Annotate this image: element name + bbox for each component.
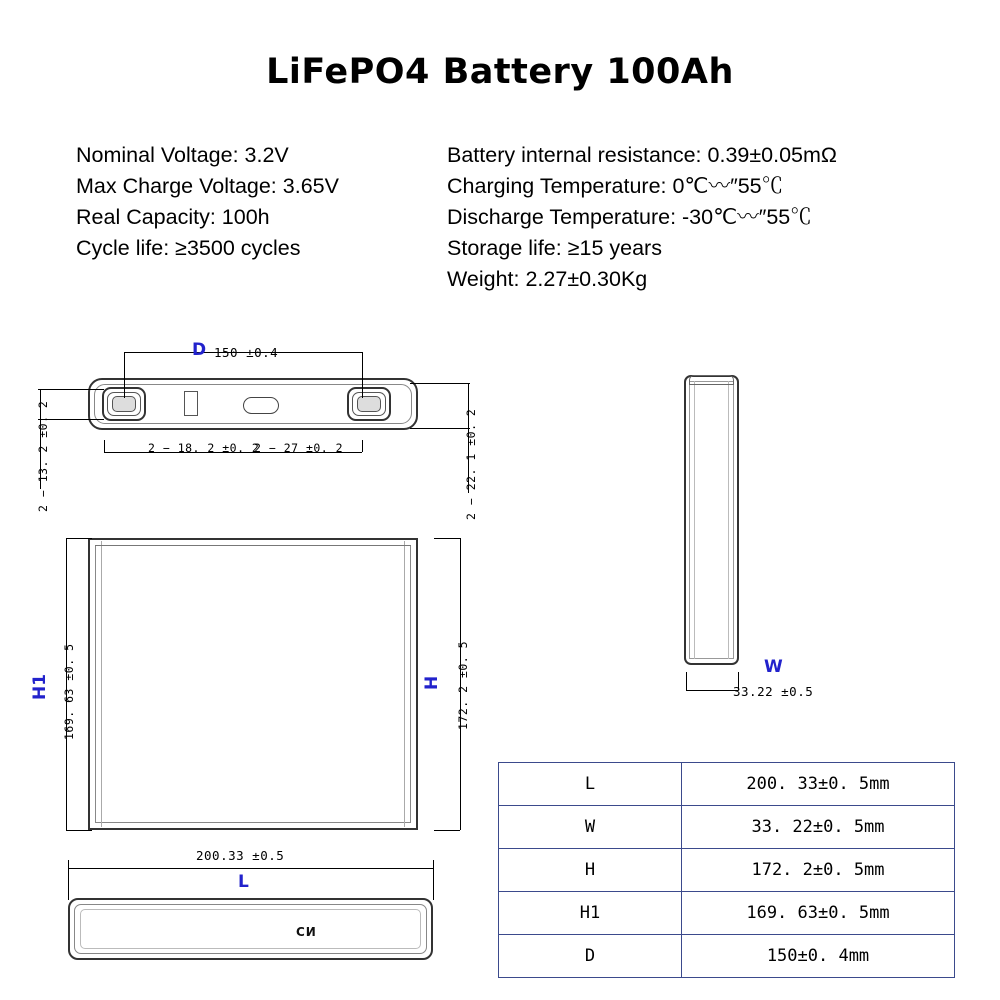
spec-item: Cycle life: ≥3500 cycles xyxy=(76,236,301,260)
table-cell-value: 169. 63±0. 5mm xyxy=(682,892,955,935)
table-cell-key: H1 xyxy=(499,892,682,935)
dim-label-h: H xyxy=(422,675,442,690)
table-row xyxy=(499,763,955,806)
spec-item: Battery internal resistance: 0.39±0.05mΩ xyxy=(447,143,837,167)
spec-item: Weight: 2.27±0.30Kg xyxy=(447,267,648,291)
spec-item: Max Charge Voltage: 3.65V xyxy=(76,174,339,198)
table-row xyxy=(499,892,955,935)
table-cell-value: 150±0. 4mm xyxy=(682,935,955,978)
side-view-inner-2 xyxy=(694,381,729,659)
dim-ext-h-top xyxy=(434,538,460,539)
battery-bottom-view xyxy=(68,898,433,960)
dim-label-h1: H1 xyxy=(30,673,50,700)
battery-side-view xyxy=(684,375,739,665)
spec-list-right xyxy=(447,140,837,295)
fill-port xyxy=(184,391,198,416)
dim-ext-d-right xyxy=(362,352,363,398)
dim-line-w xyxy=(686,690,738,691)
dim-ext-inner-right xyxy=(362,440,363,452)
spec-list-left xyxy=(76,140,339,264)
spec-item: Storage life: ≥15 years xyxy=(447,236,662,260)
bottom-view-marking: CN xyxy=(296,924,317,938)
dim-value-l: 200.33 ±0.5 xyxy=(196,848,285,863)
table-cell-key: H xyxy=(499,849,682,892)
dim-label-l: L xyxy=(238,872,249,892)
dim-ext-l-right xyxy=(433,860,434,900)
dim-value-inner-1: 2 − 18. 2 ±0. 2 xyxy=(148,441,260,455)
table-row xyxy=(499,849,955,892)
table-cell-key: D xyxy=(499,935,682,978)
bottom-view-inner-2 xyxy=(80,909,421,949)
table-cell-value: 33. 22±0. 5mm xyxy=(682,806,955,849)
front-view-inner-2 xyxy=(101,541,405,827)
page-title: LiFePO4 Battery 100Ah xyxy=(266,52,734,92)
spec-item: Nominal Voltage: 3.2V xyxy=(76,143,289,167)
table-cell-value: 200. 33±0. 5mm xyxy=(682,763,955,806)
dim-line-l xyxy=(68,868,433,869)
table-cell-key: W xyxy=(499,806,682,849)
dim-ext-inner-left xyxy=(104,440,105,452)
safety-vent xyxy=(243,397,279,414)
dim-ext-l-left xyxy=(68,860,69,900)
table-row xyxy=(499,935,955,978)
dim-ext-w-left xyxy=(686,672,687,690)
dim-value-top-left: 2 − 13. 2 ±0. 2 xyxy=(36,400,50,512)
dimension-table xyxy=(498,762,955,978)
spec-item: Discharge Temperature: -30℃〰″55℃ xyxy=(447,205,812,229)
dim-value-inner-2: 2 − 27 ±0. 2 xyxy=(254,441,344,455)
spec-item: Real Capacity: 100h xyxy=(76,205,270,229)
dim-label-d: D xyxy=(192,340,207,360)
dim-ext-h1-top xyxy=(66,538,92,539)
front-view-top-strip xyxy=(95,538,411,546)
dim-value-top-right: 2 − 22. 1 ±0. 2 xyxy=(464,408,478,520)
dim-line-right-a xyxy=(410,383,470,384)
dim-value-d: 150 ±0.4 xyxy=(214,345,279,360)
dim-ext-h-bottom xyxy=(434,830,460,831)
dim-label-w: W xyxy=(764,657,783,677)
dim-value-h: 172. 2 ±0. 5 xyxy=(456,640,470,730)
dim-value-w: 33.22 ±0.5 xyxy=(733,684,814,699)
table-cell-value: 172. 2±0. 5mm xyxy=(682,849,955,892)
table-cell-key: L xyxy=(499,763,682,806)
side-view-cap xyxy=(689,375,734,385)
spec-item: Charging Temperature: 0℃〰″55℃ xyxy=(447,174,784,198)
dim-ext-h1-bottom xyxy=(66,830,92,831)
battery-front-view xyxy=(88,538,418,830)
battery-top-view xyxy=(88,378,418,430)
table-row xyxy=(499,806,955,849)
dim-line-right-b xyxy=(410,428,470,429)
dim-line-left-a xyxy=(38,389,104,390)
terminal-positive xyxy=(347,387,391,421)
dim-value-h1: 169. 63 ±0. 5 xyxy=(62,643,76,740)
dim-ext-d-left xyxy=(124,352,125,398)
